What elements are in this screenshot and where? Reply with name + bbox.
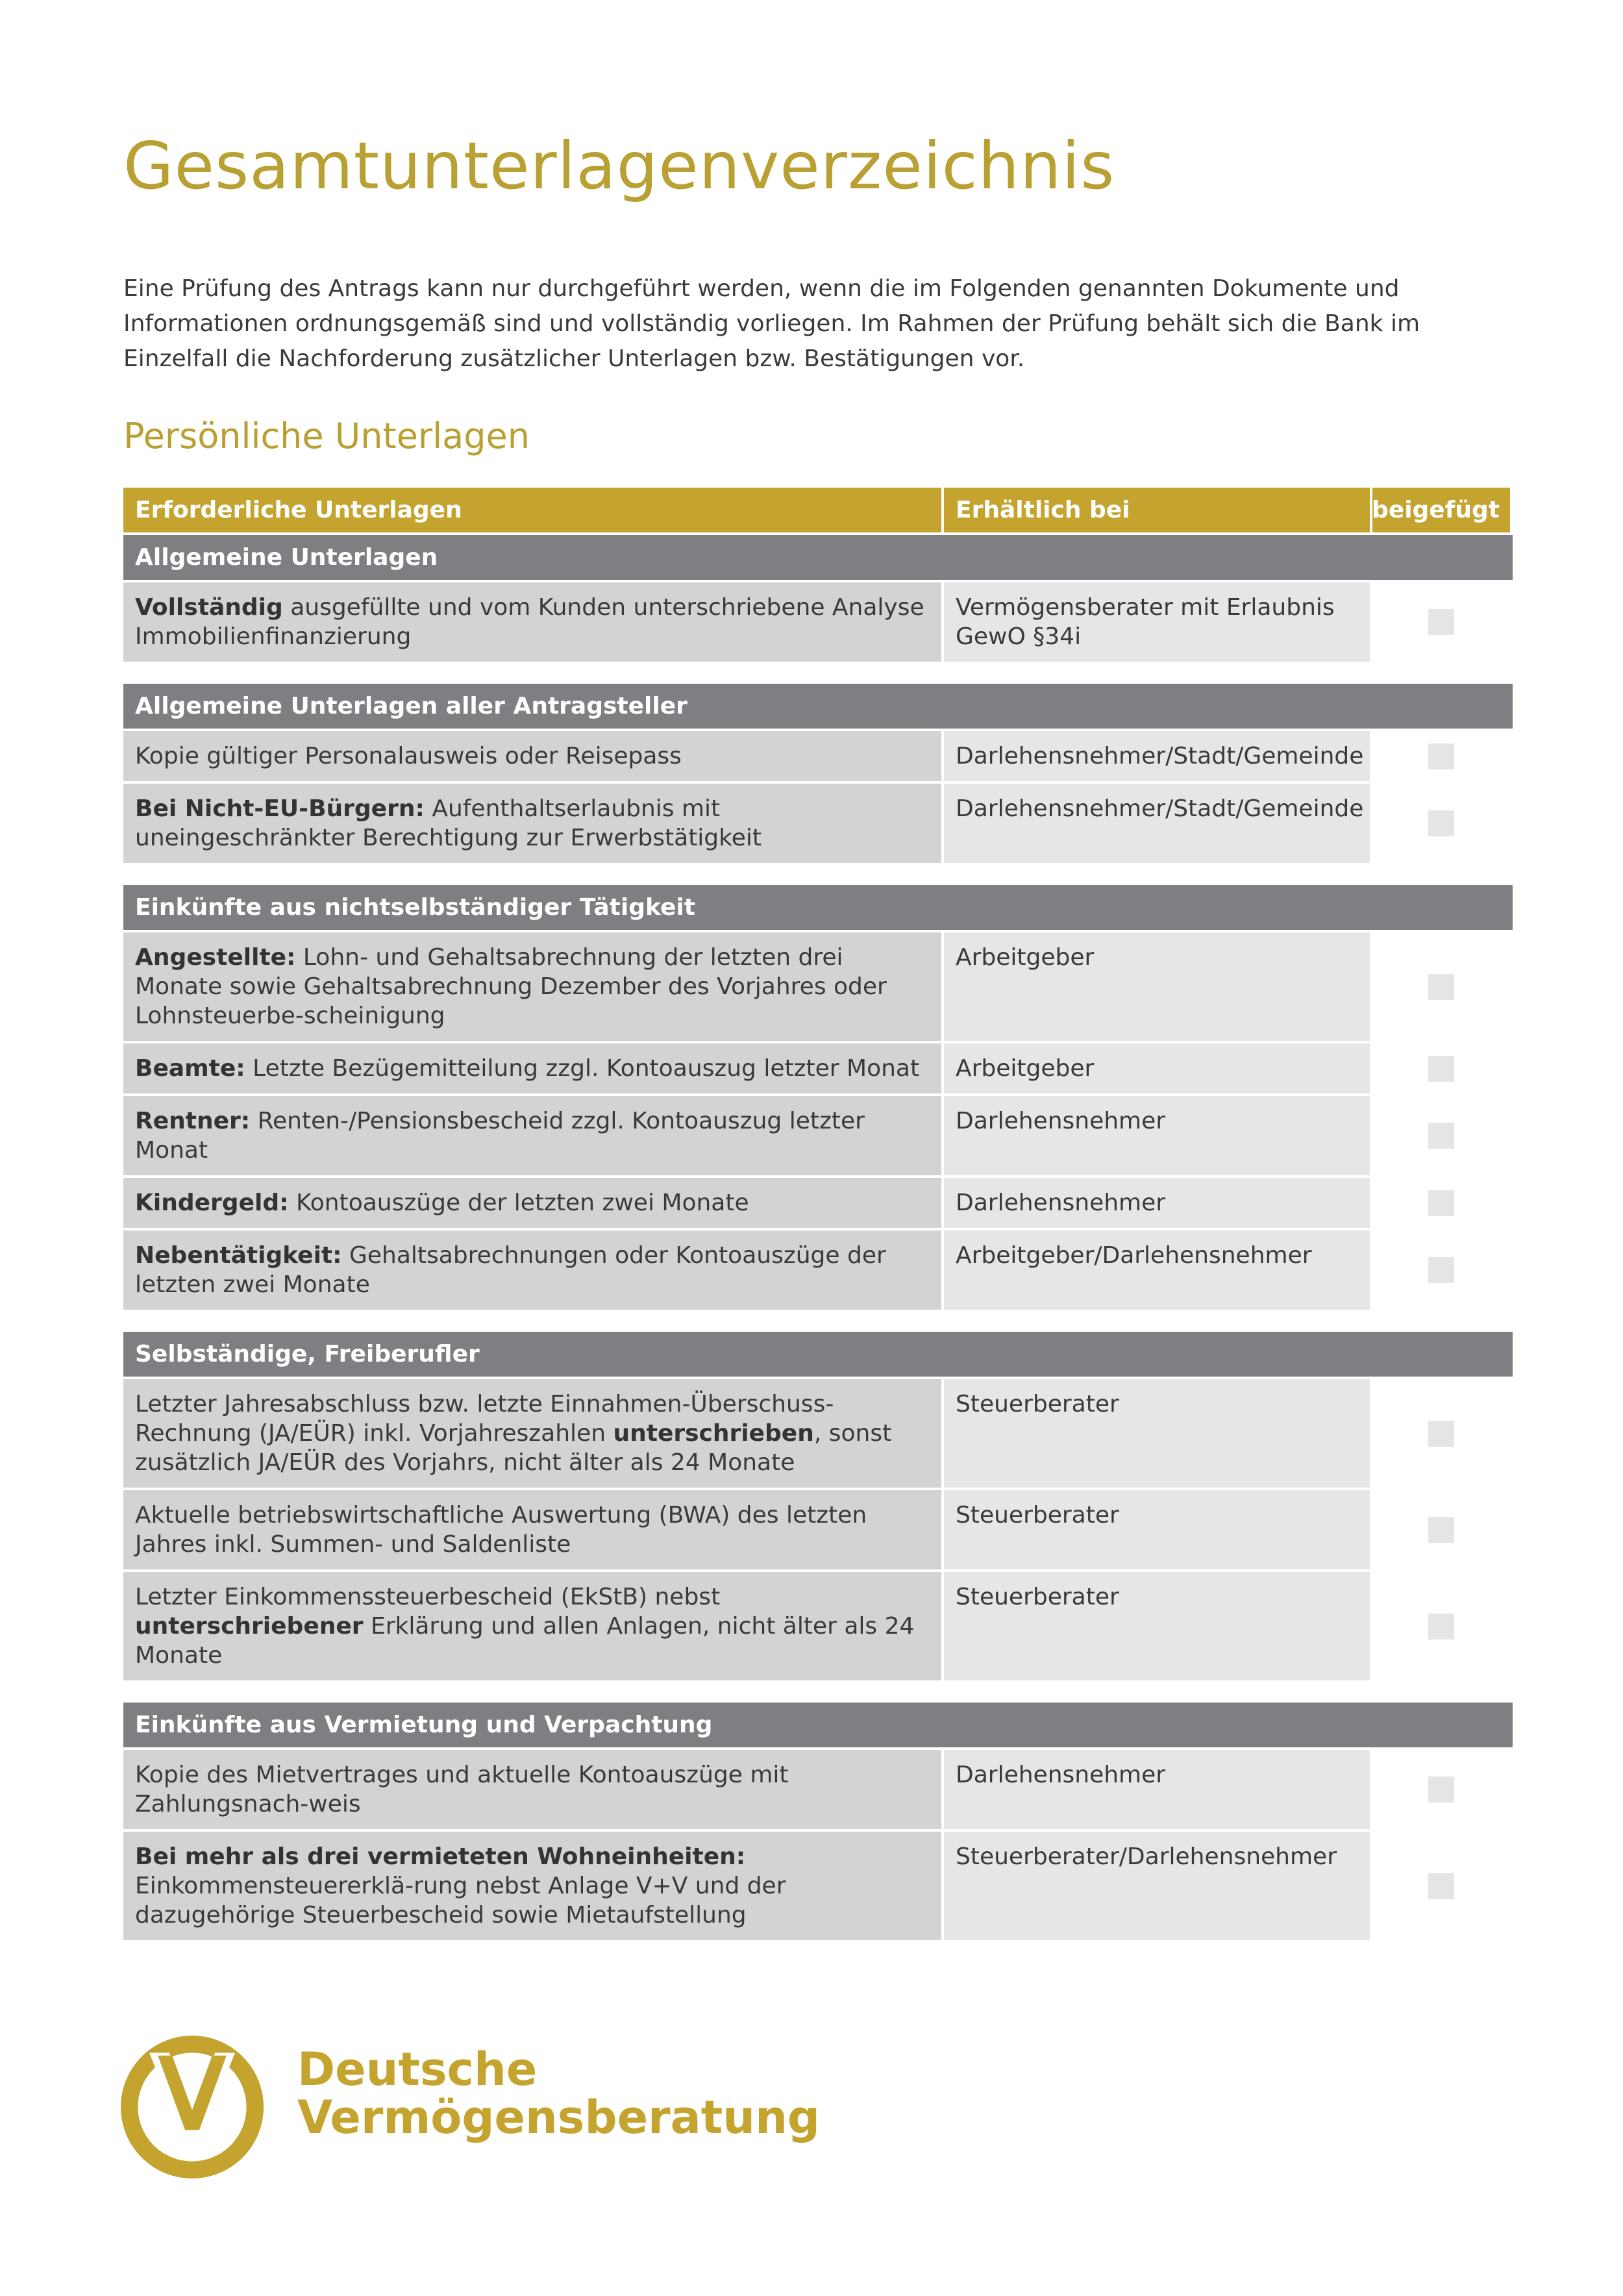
available-from: Darlehensnehmer — [944, 1178, 1370, 1228]
description-emphasis: unterschrieben — [613, 1420, 814, 1447]
available-from: Darlehensnehmer — [944, 1750, 1370, 1829]
description-label: Kindergeld: — [135, 1190, 289, 1216]
attached-cell — [1372, 1230, 1510, 1310]
document-description — [123, 1572, 941, 1680]
available-from: Steuerberater — [944, 1379, 1370, 1488]
attached-checkbox[interactable] — [1428, 1517, 1454, 1543]
table-body — [123, 535, 1513, 1940]
attached-cell — [1372, 932, 1510, 1041]
group-spacer — [123, 1683, 1513, 1703]
group-spacer — [123, 1312, 1513, 1332]
document-description — [123, 784, 941, 863]
description-text: ausgefüllte und vom Kunden unterschriebene Analyse Immobilienfinanzierung — [135, 594, 924, 650]
description-text: Einkommensteuererklä-rung nebst Anlage V+V und der dazugehörige Steuerbescheid sowie Mietaufstellung — [135, 1873, 786, 1928]
available-from: Darlehensnehmer — [944, 1096, 1370, 1175]
table-row — [123, 1832, 1513, 1940]
description-label: Bei Nicht-EU-Bürgern: — [135, 795, 425, 822]
attached-cell — [1372, 1096, 1510, 1175]
description-text: Letzter Jahresabschluss bzw. letzte Einnahmen-Überschuss-Rechnung (JA/EÜR) inkl. Vorjahreszahlen — [135, 1391, 834, 1447]
description-text: , sonst zusätzlich JA/EÜR des Vorjahrs, nicht älter als 24 Monate — [135, 1420, 892, 1476]
attached-checkbox[interactable] — [1428, 1614, 1454, 1640]
table-row — [123, 1178, 1513, 1228]
available-from: Darlehensnehmer/Stadt/Gemeinde — [944, 784, 1370, 863]
attached-cell — [1372, 1572, 1510, 1680]
document-description — [123, 1750, 941, 1829]
documents-table — [123, 488, 1513, 1943]
description-text: Lohn- und Gehaltsabrechnung der letzten drei Monate sowie Gehaltsabrechnung Dezember des Vorjahres oder Lohnsteuerbe-scheinigung — [135, 944, 887, 1029]
attached-checkbox[interactable] — [1428, 1777, 1454, 1803]
attached-cell — [1372, 582, 1510, 662]
attached-checkbox[interactable] — [1428, 974, 1454, 1000]
available-from: Vermögensberater mit Erlaubnis GewO §34i — [944, 582, 1370, 662]
description-emphasis: unterschriebener — [135, 1613, 364, 1640]
document-description — [123, 1379, 941, 1488]
available-from: Steuerberater — [944, 1490, 1370, 1569]
table-row — [123, 784, 1513, 863]
header-available-from: Erhältlich bei — [944, 488, 1370, 532]
page-title: Gesamtunterlagenverzeichnis — [123, 128, 1115, 204]
attached-cell — [1372, 1178, 1510, 1228]
description-label: Angestellte: — [135, 944, 296, 971]
description-text: Kopie gültiger Personalausweis oder Reisepass — [135, 743, 682, 769]
document-description — [123, 1832, 941, 1940]
attached-checkbox[interactable] — [1428, 1257, 1454, 1283]
table-row — [123, 1230, 1513, 1310]
available-from: Arbeitgeber — [944, 1043, 1370, 1093]
description-text: Letzter Einkommenssteuerbescheid (EkStB) nebst — [135, 1584, 721, 1610]
group-heading: Allgemeine Unterlagen — [123, 535, 1513, 580]
group-heading: Selbständige, Freiberufler — [123, 1332, 1513, 1377]
attached-cell — [1372, 1379, 1510, 1488]
description-text: Gehaltsabrechnungen oder Kontoauszüge der letzten zwei Monate — [135, 1242, 886, 1298]
description-label: Vollständig — [135, 594, 283, 621]
description-text: Aktuelle betriebswirtschaftliche Auswertung (BWA) des letzten Jahres inkl. Summen- und Saldenliste — [135, 1502, 867, 1558]
description-label: Beamte: — [135, 1055, 245, 1082]
group-heading: Einkünfte aus Vermietung und Verpachtung — [123, 1703, 1513, 1747]
table-row — [123, 582, 1513, 662]
description-label: Rentner: — [135, 1108, 251, 1134]
document-description — [123, 1230, 941, 1310]
description-text: Letzte Bezügemitteilung zzgl. Kontoauszug letzter Monat — [245, 1055, 920, 1082]
document-description — [123, 731, 941, 781]
attached-cell — [1372, 1832, 1510, 1940]
table-header — [123, 488, 1513, 532]
attached-cell — [1372, 731, 1510, 781]
intro-text: Eine Prüfung des Antrags kann nur durchgeführt werden, wenn die im Folgenden genannten Dokumente und Informationen ordnungsgemäß sind und vollständig vorliegen. Im Rahmen der Prüfung behält sich die Bank im Einzelfall die Nachforderung zusätzlicher Unterlagen bzw. Bestätigungen vor. — [123, 275, 1420, 372]
description-text: Kopie des Mietvertrages und aktuelle Kontoauszüge mit Zahlungsnach-weis — [135, 1762, 789, 1817]
header-attached: beigefügt — [1372, 488, 1510, 532]
available-from: Arbeitgeber/Darlehensnehmer — [944, 1230, 1370, 1310]
available-from: Darlehensnehmer/Stadt/Gemeinde — [944, 731, 1370, 781]
document-description — [123, 932, 941, 1041]
attached-checkbox[interactable] — [1428, 1056, 1454, 1082]
brand-line-2: Vermögensberatung — [297, 2091, 821, 2144]
table-row — [123, 1490, 1513, 1569]
header-required-documents: Erforderliche Unterlagen — [123, 488, 941, 532]
description-text: Aufenthaltserlaubnis mit uneingeschränkter Berechtigung zur Erwerbstätigkeit — [135, 795, 762, 851]
available-from: Arbeitgeber — [944, 932, 1370, 1041]
attached-checkbox[interactable] — [1428, 1190, 1454, 1216]
table-row — [123, 1379, 1513, 1488]
attached-cell — [1372, 1043, 1510, 1093]
table-row — [123, 731, 1513, 781]
attached-checkbox[interactable] — [1428, 1873, 1454, 1899]
brand-line-1: Deutsche — [297, 2043, 538, 2096]
document-description — [123, 1043, 941, 1093]
attached-checkbox[interactable] — [1428, 743, 1454, 769]
attached-checkbox[interactable] — [1428, 810, 1454, 836]
available-from: Steuerberater — [944, 1572, 1370, 1680]
description-text: Erklärung und allen Anlagen, nicht älter als 24 Monate — [135, 1613, 915, 1669]
attached-cell — [1372, 784, 1510, 863]
document-description — [123, 1178, 941, 1228]
group-spacer — [123, 866, 1513, 885]
table-row — [123, 1096, 1513, 1175]
available-from: Steuerberater/Darlehensnehmer — [944, 1832, 1370, 1940]
dvag-logo-icon — [121, 2036, 264, 2178]
document-description — [123, 1096, 941, 1175]
brand-wordmark — [297, 2043, 821, 2144]
attached-checkbox[interactable] — [1428, 1123, 1454, 1149]
attached-cell — [1372, 1750, 1510, 1829]
table-row — [123, 1043, 1513, 1093]
attached-checkbox[interactable] — [1428, 1421, 1454, 1447]
attached-cell — [1372, 1490, 1510, 1569]
description-label: Nebentätigkeit: — [135, 1242, 342, 1269]
document-description — [123, 1490, 941, 1569]
table-row — [123, 1572, 1513, 1680]
section-heading: Persönliche Unterlagen — [123, 416, 530, 456]
group-heading: Allgemeine Unterlagen aller Antragsteller — [123, 684, 1513, 729]
table-row — [123, 1750, 1513, 1829]
attached-checkbox[interactable] — [1428, 609, 1454, 635]
group-heading: Einkünfte aus nichtselbständiger Tätigkeit — [123, 885, 1513, 930]
table-row — [123, 932, 1513, 1041]
description-text: Renten-/Pensionsbescheid zzgl. Kontoauszug letzter Monat — [135, 1108, 865, 1164]
description-label: Bei mehr als drei vermieteten Wohneinheiten: — [135, 1843, 746, 1870]
group-spacer — [123, 664, 1513, 684]
document-description — [123, 582, 941, 662]
description-text: Kontoauszüge der letzten zwei Monate — [288, 1190, 749, 1216]
